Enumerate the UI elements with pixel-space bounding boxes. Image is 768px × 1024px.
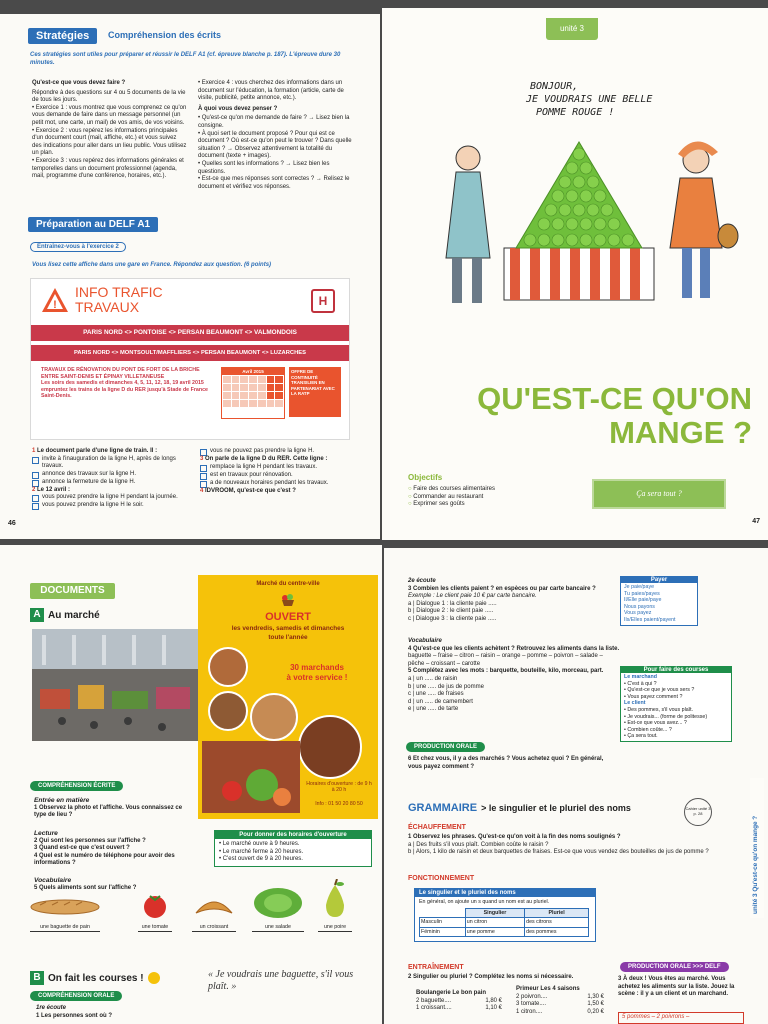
entrainement-label: ENTRAÎNEMENT	[408, 964, 464, 971]
strategies-right-col	[198, 80, 358, 191]
table-cell: des citrons	[525, 918, 589, 928]
conjugation-line: Tu paies/payes	[624, 590, 660, 597]
baguette-item	[30, 895, 100, 935]
table-row	[420, 918, 589, 928]
tomato-icon	[138, 891, 172, 919]
table-header: Pluriel	[525, 908, 589, 918]
question-2: 2 Singulier ou pluriel ? Complétez les noms si nécessaire.	[408, 974, 574, 980]
table-header	[420, 908, 466, 918]
ecoute-2	[408, 578, 618, 624]
table-cell: des pommes	[525, 927, 589, 937]
objectif-item: ○ Faire des courses alimentaires	[408, 486, 495, 492]
option-text: vous pouvez prendre la ligne H pendant la journée.	[42, 494, 178, 501]
ecoute-1	[36, 1005, 112, 1020]
continuity-offer-box: OFFRE DE CONTINUITÉ TRANSILIEN EN PARTENARIAT AVEC LA RATP	[289, 367, 341, 417]
poire-item	[318, 879, 352, 935]
question-title	[200, 456, 360, 464]
horaires-text: C'est ouvert de 9 à 20 heures.	[222, 856, 303, 863]
payer-title: Payer	[621, 577, 697, 583]
payer-box	[620, 576, 698, 626]
conjugation-line: Il/Elle paie/paye	[624, 597, 662, 604]
section-letter: A	[30, 608, 44, 622]
poster-photo-circle	[208, 691, 248, 731]
shop-item	[416, 1005, 502, 1013]
lettuce-icon	[252, 885, 304, 919]
page-number: 47	[752, 518, 760, 525]
vocabulaire	[34, 877, 194, 892]
croissant-icon	[192, 895, 236, 919]
strategy-line: • À quoi sert le document proposé ? Pour qui est ce document ? Où est-ce qu'on peut le trouver ? Dans quelle situation ? → Observez attentivement la totalité du document (texte + images).	[198, 130, 352, 160]
pear-icon	[318, 879, 352, 919]
option-text: invite à l'inauguration de la ligne H, après de longs travaux.	[42, 455, 176, 470]
table-header-row	[420, 908, 589, 918]
shop-primeur	[516, 986, 604, 1016]
delf-instruction: Vous lisez cette affiche dans une gare en France. Répondez aux question. (6 points)	[32, 262, 272, 268]
dialogue-line: c | Dialogue 3 : la cliente paie .....	[408, 615, 497, 622]
phrase-item: • Qu'est-ce que je vous sers ?	[624, 687, 695, 694]
route-banner-2: PARIS NORD <> MONTSOULT/MAFFLIERS <> PERSAN BEAUMONT <> LUZARCHES	[31, 345, 349, 361]
horaires-text: Le marché ouvre à 9 heures.	[222, 841, 300, 847]
section-title: Au marché	[48, 609, 100, 621]
question-title	[200, 488, 360, 496]
poster-photo-circle	[208, 647, 248, 687]
question-text: 4 Qu'est-ce que les clients achètent ? Retrouvez les aliments dans la liste.	[408, 645, 620, 652]
speech-line: BONJOUR,	[530, 81, 579, 92]
checkbox[interactable]	[200, 481, 207, 488]
audio-icon[interactable]	[148, 972, 160, 984]
question-3b: 3 À deux ! Vous êtes au marché. Vous achetez les aliments sur la liste. Jouez la scène : il y a un client et un marchand.	[618, 976, 735, 998]
checkbox[interactable]	[32, 457, 39, 464]
sp-rule: En général, on ajoute un s quand un nom est au pluriel.	[419, 899, 550, 905]
tomate-item	[138, 891, 172, 935]
answer-option[interactable]	[200, 464, 360, 472]
phrase-text: Des pommes, s'il vous plaît.	[627, 706, 694, 713]
question-number: 2	[32, 486, 36, 493]
courses-box	[620, 666, 732, 742]
april-calendar	[221, 367, 285, 419]
phrase-text: Vous payez comment ?	[627, 693, 683, 700]
market-photo	[32, 629, 198, 741]
objectifs-list	[408, 486, 578, 509]
option-text: vous ne pouvez pas prendre la ligne H.	[210, 448, 315, 454]
sp-title: Le singulier et le pluriel des noms	[415, 889, 595, 897]
food-label: une salade	[252, 924, 304, 932]
shop-item	[516, 1009, 604, 1017]
horaires-title: Pour donner des horaires d'ouverture	[215, 831, 371, 839]
strategies-left-col	[32, 80, 187, 181]
question-text: Le document parle d'une ligne de train. Il :	[37, 448, 158, 454]
poster-merchants-line: à votre service !	[286, 673, 348, 682]
food-label: une baguette de pain	[30, 924, 100, 932]
question-6: 6 Et chez vous, il y a des marchés ? Vous achetez quoi ? En général, vous payez comment ?	[408, 756, 604, 770]
grammaire-label: GRAMMAIRE	[408, 802, 478, 814]
answer-option[interactable]	[200, 448, 360, 456]
strategy-line: Répondre à des questions sur 4 ou 5 documents de la vie de tous les jours.	[32, 89, 186, 104]
question-text: IDVROOM, qu'est-ce que c'est ?	[205, 487, 296, 494]
horaires-box	[214, 830, 372, 867]
fill-line: b | une ..... de jus de pomme	[408, 683, 484, 690]
market-illustration	[406, 128, 756, 318]
calendar-title: Avril 2015	[222, 368, 284, 375]
poster-photo-circle	[250, 693, 298, 741]
question-text: 1 Les personnes sont où ?	[36, 1012, 113, 1019]
question-text: 4 Quel est le numéro de téléphone pour avoir des informations ?	[34, 852, 175, 867]
phrase-item: • Ça sera tout.	[624, 733, 658, 740]
objectif-text: Commander au restaurant	[413, 493, 484, 500]
option-text: a de nouveaux horaires pendant les travaux.	[210, 479, 329, 486]
grammaire-title: > le singulier et le pluriel des noms	[481, 803, 631, 813]
answer-option[interactable]	[32, 494, 190, 502]
horaires-item: • Le marché ouvre à 9 heures.	[219, 841, 300, 847]
questions-left	[32, 448, 190, 510]
echauffement-content	[408, 834, 738, 857]
table-cell: un citron	[465, 918, 524, 928]
svg-text:!: !	[53, 299, 57, 311]
checkbox[interactable]	[32, 472, 39, 479]
shop-item	[516, 1001, 604, 1009]
shop-item	[516, 994, 604, 1002]
calendar-grid	[222, 375, 284, 408]
example-line: a | Des fruits s'il vous plaît. Combien coûte le raisin ?	[408, 841, 549, 848]
strategy-line: • Exercice 1 : vous montrez que vous comprenez ce qu'on vous demande de faire dans un message personnel (un petit mot, une carte, un mail) de vos amis, de vos voisins.	[32, 104, 187, 126]
phrase-text: Combien coûte... ?	[627, 726, 672, 733]
comprehension-orale-ribbon: COMPRÉHENSION ORALE	[30, 991, 122, 1001]
option-text: vous pouvez prendre la ligne H le soir.	[42, 502, 144, 509]
table-row	[420, 927, 589, 937]
speech-line: POMME ROUGE !	[536, 107, 615, 118]
poster-photo-circle	[298, 715, 362, 779]
horaires-item: • Le marché ferme à 20 heures.	[219, 848, 304, 855]
section-letter: B	[30, 971, 44, 985]
question-text: Le 12 avril :	[37, 486, 71, 493]
item-price: 1,80 €	[485, 997, 502, 1004]
works-line: TRAVAUX DE RÉNOVATION DU PONT DE FORT DE LA BRICHE	[41, 367, 200, 373]
question-text: 5 Quels aliments sont sur l'affiche ?	[34, 884, 137, 891]
answer-option[interactable]	[32, 479, 190, 487]
food-label: une tomate	[138, 924, 172, 932]
works-line: Les soirs des samedis et dimanches 4, 5, 11, 12, 18, 19 avril 2015 empruntez les trains de la ligne D du RER jusqu'à Stade de France Saint-Denis.	[41, 380, 208, 400]
strategy-line: • Exercice 3 : vous repérez des informations générales et temporelles dans un document professionnel (agenda, mail, programme d'une conférence, horaires, etc.).	[32, 157, 184, 180]
conjugation-line: Nous payons	[624, 603, 655, 610]
phrase-item: • Est-ce que vous avez... ?	[624, 720, 687, 727]
entree-en-matiere	[34, 797, 194, 820]
page-number: 46	[8, 520, 16, 527]
question-heading: À quoi vous devez penser ?	[198, 105, 278, 112]
word-list: baguette – fraise – citron – raisin – orange – pomme – poivron – salade – pêche – croissant – carotte	[408, 653, 603, 667]
answer-option[interactable]	[32, 471, 190, 479]
question-text: 1 Observez les phrases. Qu'est-ce qu'on voit à la fin des noms soulignés ?	[408, 834, 621, 840]
payer-list	[621, 583, 697, 625]
courses-content	[621, 673, 731, 741]
basket-icon	[280, 591, 296, 607]
objectif-item: ○ Exprimer ses goûts	[408, 501, 465, 508]
subsection-title: Vocabulaire	[34, 877, 72, 884]
checkbox[interactable]	[200, 473, 207, 480]
strategies-intro: Ces stratégies sont utiles pour préparer et réussir le DELF A1 (cf. épreuve blanche p. 187). L'épreuve dure 30 minutes.	[30, 52, 341, 66]
shop-item	[416, 998, 502, 1006]
phrase-item: • C'est à qui ?	[624, 680, 657, 687]
side-tab	[750, 778, 764, 918]
question-text: 5 Complétez avec les mots : barquette, bouteille, kilo, morceau, part.	[408, 668, 604, 675]
subsection-title: 2e écoute	[408, 578, 436, 584]
item-name: 1 croissant....	[416, 1005, 452, 1012]
info-trafic-poster	[30, 278, 350, 440]
checkbox[interactable]	[32, 480, 39, 487]
question-text: 1 Observez la photo et l'affiche. Vous connaissez ce type de lieu ?	[34, 804, 183, 819]
role-label: Le client	[624, 700, 646, 707]
poster-title-line: INFO TRAFIC	[75, 284, 163, 300]
fill-line: e | une ..... de tarte	[408, 706, 459, 713]
sp-table	[419, 908, 589, 938]
item-name: 2 poivron....	[516, 993, 548, 1000]
baguette-icon	[30, 895, 100, 919]
checkbox[interactable]	[200, 465, 207, 472]
fonctionnement-label: FONCTIONNEMENT	[408, 875, 475, 882]
fill-line: c | une ..... de fraises	[408, 691, 464, 698]
table-cell: Masculin	[420, 918, 466, 928]
answer-option[interactable]	[32, 502, 190, 510]
poster-merchants	[262, 663, 372, 683]
section-a-header	[30, 608, 100, 622]
line-h-badge: H	[311, 289, 335, 313]
unit-title-line: MANGE ?	[609, 415, 752, 450]
poster-days: les vendredis, samedis et dimanches	[231, 625, 345, 632]
objectif-text: Faire des courses alimentaires	[413, 486, 495, 492]
lecture	[34, 830, 194, 868]
dialogue-line: a | Dialogue 1 : la cliente paie .....	[408, 600, 497, 607]
option-text: annonce des travaux sur la ligne H.	[42, 470, 137, 477]
fill-line: d | un ..... de camembert	[408, 698, 473, 705]
production-orale-delf-ribbon: PRODUCTION ORALE >>> DELF	[620, 962, 729, 972]
phrase-text: Qu'est-ce que je vous sers ?	[627, 687, 695, 694]
subsection-title: Lecture	[34, 830, 58, 837]
poster-merchants-line: 30 marchands	[290, 663, 344, 672]
checkbox[interactable]	[32, 495, 39, 502]
courses-title: Pour faire des courses	[621, 667, 731, 673]
comprehension-ecrite-ribbon: COMPRÉHENSION ÉCRITE	[30, 781, 123, 791]
market-poster	[198, 575, 378, 819]
questions-right	[200, 448, 360, 495]
shop-boulangerie	[416, 990, 502, 1013]
role-label: Le marchand	[624, 674, 657, 680]
item-price: 1,50 €	[587, 1001, 604, 1008]
singulier-pluriel-box	[414, 888, 596, 942]
poster-title-line: TRAVAUX	[75, 299, 140, 315]
section-title: On fait les courses !	[48, 972, 144, 984]
option-text: est en travaux pour rénovation.	[210, 471, 293, 478]
food-label: un croissant	[192, 924, 236, 932]
example-text: Exemple : Le client paie 10 € par carte bancaire.	[408, 593, 537, 600]
conjugation-line: Vous payez	[624, 610, 652, 617]
shop-name: Boulangerie Le bon pain	[416, 990, 487, 996]
item-name: 3 tomate....	[516, 1001, 547, 1008]
quote-box: Ça sera tout ?	[592, 479, 726, 509]
train-pill: Entraînez-vous à l'exercice 2	[30, 242, 126, 252]
page-48	[0, 545, 382, 1024]
poster-info: Info : 01 50 20 80 50	[315, 801, 363, 807]
warning-icon	[41, 287, 69, 313]
question-text: On parle de la ligne D du RER. Cette ligne :	[205, 456, 328, 462]
item-name: 2 baguette....	[416, 997, 452, 1004]
route-banner-1: PARIS NORD <> PONTOISE <> PERSAN BEAUMONT <> VALMONDOIS	[31, 325, 349, 341]
shop-name: Primeur Les 4 saisons	[516, 986, 580, 992]
strategies-tab: Stratégies	[28, 28, 97, 44]
strategy-line: • Qu'est-ce qu'on me demande de faire ? → Lisez bien la consigne.	[198, 115, 350, 129]
question-title	[32, 448, 190, 456]
objectifs-label: Objectifs	[408, 473, 443, 482]
option-text: remplace la ligne H pendant les travaux.	[210, 463, 318, 470]
example-line: b | Alors, 1 kilo de raisin et deux barquettes de fraises. Est-ce que vous vendez des bouteilles de jus de pomme ?	[408, 849, 709, 856]
fill-line: a | un ..... de raisin	[408, 675, 458, 682]
vocabulaire-2	[408, 638, 620, 714]
strategies-title: Compréhension des écrits	[108, 30, 222, 40]
subsection-title: Entrée en matière	[34, 797, 90, 804]
item-name: 1 citron....	[516, 1008, 543, 1015]
checkbox[interactable]	[32, 503, 39, 510]
poster-title	[75, 285, 163, 315]
speech-line: JE VOUDRAIS UNE BELLE	[526, 94, 653, 105]
question-text: 2 Qui sont les personnes sur l'affiche ?	[34, 837, 146, 844]
page-49	[384, 548, 768, 1024]
market-photo-scene	[32, 629, 198, 741]
question-number: 3	[200, 456, 204, 462]
table-cell: Féminin	[420, 927, 466, 937]
subsection-title: 1re écoute	[36, 1005, 67, 1011]
phrase-text: Ça sera tout.	[627, 733, 658, 740]
echauffement-label: ÉCHAUFFEMENT	[408, 824, 466, 831]
salade-item	[252, 885, 304, 935]
unit-title	[412, 382, 752, 450]
table-header: Singulier	[465, 908, 524, 918]
conjugation-line: Je paie/paye	[624, 584, 655, 590]
phrase-item: • Vous payez comment ?	[624, 693, 683, 700]
question-title	[32, 487, 190, 495]
subsection-title: Vocabulaire	[408, 638, 442, 644]
phrase-item: • Je voudrais... (forme de politesse)	[624, 713, 708, 720]
phrase-text: Je voudrais... (forme de politesse)	[627, 713, 708, 720]
page-47	[382, 8, 768, 540]
table-cell: une pomme	[465, 927, 524, 937]
production-orale-ribbon: PRODUCTION ORALE	[406, 742, 485, 752]
side-tab-label: unité 3 Qu'est-ce qu'on mange ?	[752, 815, 759, 914]
section-b-header	[30, 971, 160, 985]
option-text: annonce la fermeture de la ligne H.	[42, 478, 136, 485]
prep-delf-tab: Préparation au DELF A1	[28, 217, 158, 232]
strategy-line: • Exercice 2 : vous repérez les informations principales d'un document court (mail, affiche, etc.) et vous suivez des indications pour aller dans un lieu public. Vous utilisez un plan.	[32, 127, 187, 157]
dialogue-line: b | Dialogue 2 : le client paie .....	[408, 608, 494, 615]
strategy-line: • Quelles sont les informations ? → Lisez bien les questions.	[198, 160, 330, 175]
question-text: 3 Quand est-ce que c'est ouvert ?	[34, 845, 130, 852]
item-price: 1,10 €	[485, 1005, 502, 1012]
cahier-badge: Cahier unité 3 p. 28	[684, 798, 712, 826]
strategy-line: • Exercice 4 : vous cherchez des informations dans un document sur l'éducation, la formation (article, carte de visite, publicité, petite annonce, etc.).	[198, 80, 344, 102]
quote-baguette: « Je voudrais une baguette, s'il vous plaît. »	[208, 969, 354, 992]
item-price: 0,20 €	[587, 1008, 604, 1015]
shopping-list: 5 pommes – 2 poivrons –	[618, 1012, 744, 1024]
page-46	[0, 14, 380, 539]
question-heading: Qu'est-ce que vous devez faire ?	[32, 80, 126, 86]
poster-header: Marché du centre-ville	[256, 581, 320, 587]
objectif-item: ○ Commander au restaurant	[408, 493, 484, 500]
question-number: 4	[200, 487, 204, 494]
phrase-text: C'est à qui ?	[627, 680, 657, 687]
croissant-item	[192, 895, 236, 935]
grammaire-header	[408, 802, 631, 814]
answer-option[interactable]	[200, 472, 360, 480]
phrase-text: Est-ce que vous avez... ?	[627, 720, 687, 727]
horaires-text: Le marché ferme à 20 heures.	[222, 848, 304, 855]
poster-year: toute l'année	[268, 634, 308, 641]
food-label: une poire	[318, 924, 352, 932]
strategy-line: • Est-ce que mes réponses sont correctes ? → Relisez le document et vérifiez vos réponses.	[198, 176, 350, 190]
answer-option[interactable]	[32, 456, 190, 471]
phrase-item: • Des pommes, s'il vous plaît.	[624, 706, 694, 713]
item-price: 1,30 €	[587, 993, 604, 1000]
objectif-text: Exprimer ses goûts	[413, 501, 465, 508]
poster-photo-produce	[202, 741, 300, 813]
works-description	[41, 367, 216, 400]
horaires-item: • C'est ouvert de 9 à 20 heures.	[219, 856, 303, 863]
question-text: 3 Combien les clients paient ? en espèces ou par carte bancaire ?	[408, 585, 596, 592]
conjugation-line: Ils/Elles paient/payent	[624, 616, 676, 623]
poster-open: OUVERT	[265, 611, 311, 623]
phrase-item: • Combien coûte... ?	[624, 726, 672, 733]
unit-label: unité 3	[546, 18, 598, 40]
works-line: ENTRE SAINT-DENIS ET ÉPINAY VILLETANEUSE	[41, 373, 165, 380]
question-number: 1	[32, 448, 36, 454]
documents-tab: DOCUMENTS	[30, 583, 115, 599]
checkbox[interactable]	[200, 449, 207, 456]
poster-hours: Horaires d'ouverture : de 9 h à 20 h	[306, 781, 372, 794]
unit-title-line: QU'EST-CE QU'ON	[477, 381, 752, 416]
speech-bubble	[526, 80, 652, 119]
horaires-list	[215, 839, 371, 866]
answer-option[interactable]	[200, 480, 360, 488]
